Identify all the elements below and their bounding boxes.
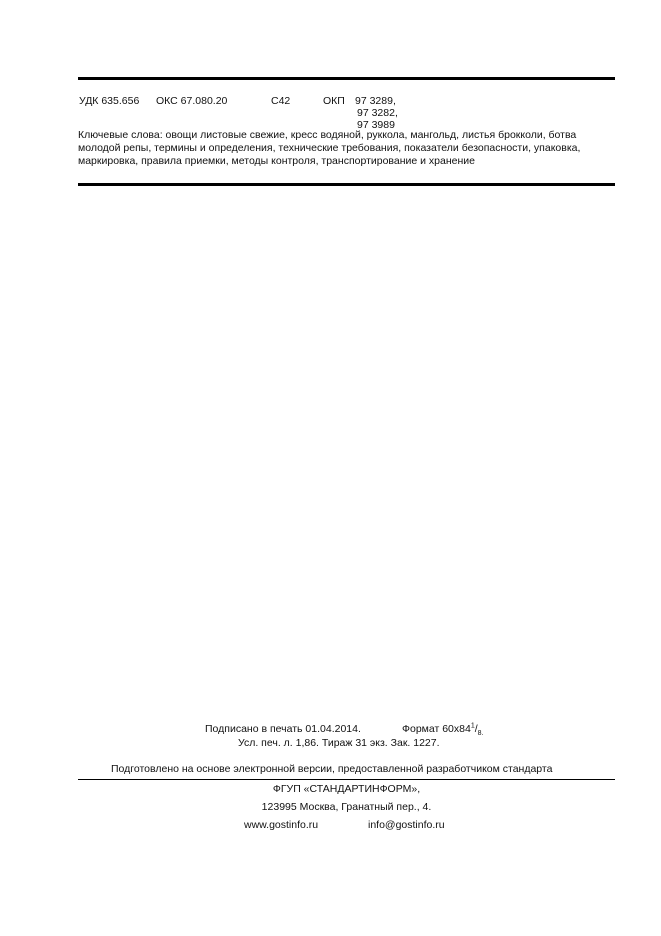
udk-code: УДК 635.656: [79, 95, 140, 107]
okp-code-3: 97 3989: [357, 119, 395, 131]
top-rule: [78, 77, 615, 80]
signed-date: Подписано в печать 01.04.2014.: [205, 723, 361, 735]
oks-code: ОКС 67.080.20: [156, 95, 228, 107]
imprint-rule: [78, 779, 615, 780]
publisher-address: 123995 Москва, Гранатный пер., 4.: [261, 801, 432, 813]
publisher-name: ФГУП «СТАНДАРТИНФОРМ»,: [272, 783, 421, 795]
okp-code-2: 97 3282,: [357, 107, 398, 119]
format-numerator: 1: [470, 722, 475, 730]
paper-format: Формат $60x84^1/_{8.}$: [402, 722, 484, 738]
keywords-text: Ключевые слова: овощи листовые свежие, кресс водяной, руккола, мангольд, листья брокколи, ботва молодой репы, термины и определения, технические требования, показатели безопасности, упаковка, маркировка, правила приемки, методы контроля, транспортирование и хранение: [78, 129, 581, 167]
website-link[interactable]: www.gostinfo.ru: [244, 819, 319, 831]
print-info: Усл. печ. л. 1,86. Тираж 31 экз. Зак. 1227.: [238, 737, 440, 749]
format-denominator: 8.: [477, 730, 484, 738]
group-code: С42: [271, 95, 291, 107]
bottom-rule: [78, 183, 615, 186]
okp-code-1: 97 3289,: [355, 95, 396, 107]
email-link[interactable]: info@gostinfo.ru: [368, 819, 445, 831]
okp-label: ОКП: [323, 95, 345, 107]
prepared-note: Подготовлено на основе электронной версии, предоставленной разработчиком стандарта: [111, 763, 553, 775]
format-label: Формат 60x84: [402, 723, 471, 735]
